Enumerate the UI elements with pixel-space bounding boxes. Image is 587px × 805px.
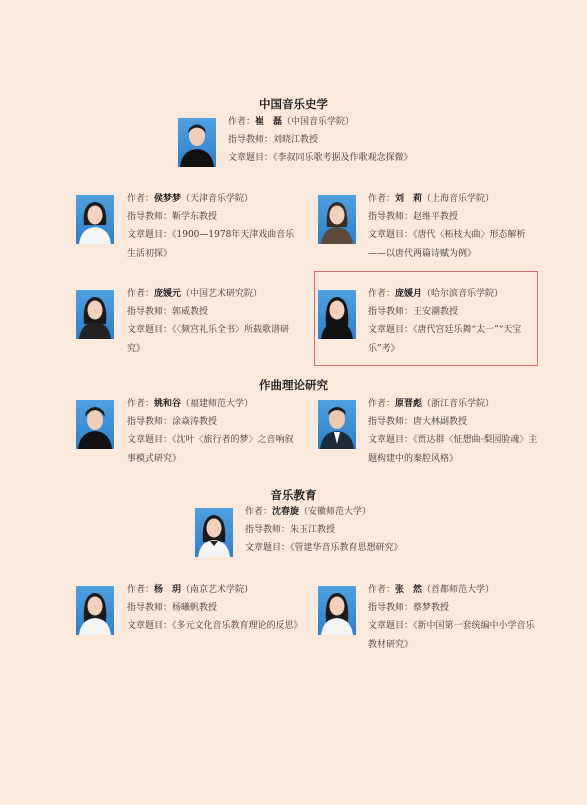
- article-title: 文章题目：《唐代〈柘枝大曲〉形态解析——以唐代两篇诗赋为例》: [368, 230, 526, 259]
- author-photo: [195, 508, 233, 557]
- author-name: 姚和谷: [154, 399, 182, 409]
- author-info: 作者：刘 莉（上海音乐学院） 指导教师：赵维平教授 文章题目：《唐代〈柘枝大曲〉形态解析——以唐代两篇诗赋为例》: [368, 190, 538, 263]
- author-name: 崔 磊: [255, 117, 283, 127]
- author-photo: [76, 195, 114, 244]
- advisor-text: 指导教师：唐大林副教授: [368, 417, 468, 428]
- section-title-composition-theory: 作曲理论研究: [259, 378, 328, 392]
- author-photo: [76, 586, 114, 635]
- advisor-text: 指导教师：赵维平教授: [368, 212, 459, 223]
- advisor-text: 指导教师：刘晓江教授: [228, 135, 319, 146]
- author-info: 作者：崔 磊（中国音乐学院） 指导教师：刘晓江教授 文章题目：《李叔同乐歌考据及作歌观念探微》: [228, 113, 413, 168]
- article-title: 文章题目：《〈频宫礼乐全书〉所载歌谱研究》: [127, 325, 290, 354]
- author-photo: [318, 290, 356, 339]
- author-name: 杨 玥: [154, 585, 182, 595]
- advisor-text: 指导教师：郭威教授: [127, 307, 209, 318]
- author-info: 作者：张 然（首都师范大学） 指导教师：蔡梦教授 文章题目：《新中国第一套统编中小学音乐教材研究》: [368, 581, 538, 654]
- author-info: 作者：庞媛元（中国艺术研究院） 指导教师：郭威教授 文章题目：《〈频宫礼乐全书〉所载歌谱研究》: [127, 285, 302, 358]
- article-title: 文章题目：《管建华音乐教育思想研究》: [245, 543, 403, 554]
- article-title: 文章题目：《沈叶〈旅行者的梦〉之音响叙事模式研究》: [127, 435, 294, 464]
- advisor-text: 指导教师：杨曦帆教授: [127, 603, 218, 614]
- author-photo: [318, 195, 356, 244]
- author-name: 庞媛月: [395, 289, 423, 299]
- author-name: 沈春旋: [272, 507, 300, 517]
- author-photo: [178, 118, 216, 167]
- article-title: 文章题目：《多元文化音乐教育理论的反思》: [127, 621, 303, 632]
- author-name: 侯梦梦: [154, 194, 182, 204]
- author-info: 作者：庞媛月（哈尔滨音乐学院） 指导教师：王安潮教授 文章题目：《唐代宫廷乐舞“太一”“天宝乐”考》: [368, 285, 536, 358]
- author-info: 作者：杨 玥（南京艺术学院） 指导教师：杨曦帆教授 文章题目：《多元文化音乐教育理论的反思》: [127, 581, 302, 636]
- author-info: 作者：姚和谷（福建师范大学） 指导教师：涂焱涛教授 文章题目：《沈叶〈旅行者的梦〉之音响叙事模式研究》: [127, 395, 302, 468]
- advisor-text: 指导教师：靳学东教授: [127, 212, 218, 223]
- advisor-text: 指导教师：王安潮教授: [368, 307, 459, 318]
- article-title: 文章题目：《唐代宫廷乐舞“太一”“天宝乐”考》: [368, 325, 522, 354]
- author-info: 作者：原晋彪（浙江音乐学院） 指导教师：唐大林副教授 文章题目：《贾达群〈怔想曲·梨园脸魂〉主题构建中的秦腔风格》: [368, 395, 538, 468]
- author-name: 张 然: [395, 585, 423, 595]
- article-title: 文章题目：《新中国第一套统编中小学音乐教材研究》: [368, 621, 535, 650]
- article-title: 文章题目：《1900—1978年天津戏曲音乐生活初探》: [127, 230, 295, 259]
- author-info: 作者：沈春旋（安徽师范大学） 指导教师：朱玉江教授 文章题目：《管建华音乐教育思想研究》: [245, 503, 403, 558]
- advisor-text: 指导教师：朱玉江教授: [245, 525, 336, 536]
- section-title-music-education: 音乐教育: [270, 488, 317, 502]
- author-info: 作者：侯梦梦（天津音乐学院） 指导教师：靳学东教授 文章题目：《1900—1978年天津戏曲音乐生活初探》: [127, 190, 302, 263]
- advisor-text: 指导教师：涂焱涛教授: [127, 417, 218, 428]
- author-name: 原晋彪: [395, 399, 423, 409]
- author-photo: [318, 400, 356, 449]
- section-title-music-history: 中国音乐史学: [259, 97, 328, 111]
- advisor-text: 指导教师：蔡梦教授: [368, 603, 450, 614]
- article-title: 文章题目：《贾达群〈怔想曲·梨园脸魂〉主题构建中的秦腔风格》: [368, 435, 538, 464]
- author-name: 刘 莉: [395, 194, 423, 204]
- article-title: 文章题目：《李叔同乐歌考据及作歌观念探微》: [228, 153, 413, 164]
- author-photo: [318, 586, 356, 635]
- author-photo: [76, 400, 114, 449]
- author-photo: [76, 290, 114, 339]
- author-name: 庞媛元: [154, 289, 182, 299]
